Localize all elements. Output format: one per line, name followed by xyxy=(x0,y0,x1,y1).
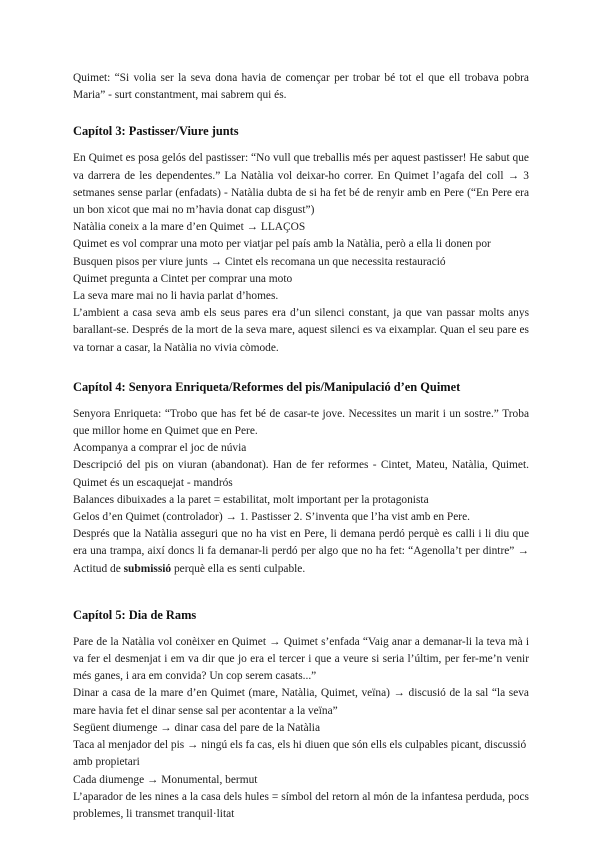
chapter-4-last-after: perquè ella es senti culpable. xyxy=(171,562,306,575)
chapter-3-line: Quimet es vol comprar una moto per viatjar pel país amb la Natàlia, però a ella li donen por xyxy=(73,238,491,251)
chapter-4-line: Senyora Enriqueta: “Trobo que has fet bé de casar-te jove. Necessites un marit i un sostre.” Troba que millor home en Quimet que en Pere. xyxy=(73,407,529,438)
chapter-5-line: Dinar a casa de la mare d’en Quimet (mare, Natàlia, Quimet, veïna) → discusió de la sal “la seva mare havia fet el dinar sense sal per acontentar a la veïna” xyxy=(73,687,529,717)
chapter-3-line: Natàlia coneix a la mare d’en Quimet → LLAÇOS xyxy=(73,221,306,234)
chapter-4-line: Descripció del pis on viuran (abandonat). Han de fer reformes - Cintet, Mateu, Natàlia, Quimet. Quimet és un escaquejat - mandrós xyxy=(73,459,529,489)
chapter-5-line: Cada diumenge → Monumental, bermut xyxy=(73,773,258,786)
chapter-5-line: Pare de la Natàlia vol conèixer en Quimet → Quimet s’enfada “Vaig anar a demanar-li la teva mà i va fer el desmenjat i em va dir que jo era el tercer i que a veure si seria l’últim, per fer-me’n venir més ganes, i ara em convida? Un cop serem casats...” xyxy=(73,635,529,683)
chapter-3-line: En Quimet es posa gelós del pastisser: “No vull que treballis més per aquest pastisser! He sabut que va darrera de les dependentes.” La Natàlia vol deixar-ho correr. En Quimet l’agafa del coll → 3 setmanes sense parlar (enfadats) - Natàlia dubta de si ha fet bé de renyir amb en Pere (“En Pere era un bon xicot que mai no m’havia donat cap disgust”) xyxy=(73,152,529,217)
intro-paragraph: Quimet: “Si volia ser la seva dona havia de començar per trobar bé tot el que ell trobava pobra Maria” - surt constantment, mai sabrem qui és. xyxy=(73,72,529,102)
chapter-5-line: Taca al menjador del pis → ningú els fa cas, els hi diuen que són ells els culpables picant, discussió amb propietari xyxy=(73,739,527,769)
chapter-3-line: Quimet pregunta a Cintet per comprar una moto xyxy=(73,272,293,285)
document-page xyxy=(73,70,529,823)
chapter-4-line: Acompanya a comprar el joc de núvia xyxy=(73,442,247,455)
chapter-5-line: L’aparador de les nines a la casa dels hules = símbol del retorn al món de la infantesa perduda, pocs problemes, li transmet tranquil·litat xyxy=(73,790,529,820)
chapter-5-line: Següent diumenge → dinar casa del pare de la Natàlia xyxy=(73,721,321,734)
chapter-4-line: Balances dibuixades a la paret = estabilitat, molt important per la protagonista xyxy=(73,493,429,506)
chapter-4-line: Gelos d’en Quimet (controlador) → 1. Pastisser 2. S’inventa que l’ha vist amb en Pere. xyxy=(73,511,470,524)
chapter-4-heading: Capítol 4: Senyora Enriqueta/Reformes del pis/Manipulació d’en Quimet xyxy=(73,379,461,394)
chapter-3-line: La seva mare mai no li havia parlat d’homes. xyxy=(73,290,279,303)
chapter-5-heading: Capítol 5: Dia de Rams xyxy=(73,607,197,622)
chapter-4-bold-term: submissió xyxy=(123,562,172,575)
chapter-3-heading: Capítol 3: Pastisser/Viure junts xyxy=(73,124,239,139)
chapter-3-line: L’ambient a casa seva amb els seus pares era d’un silenci constant, ja que van passar molts anys barallant-se. Després de la mort de la seva mare, aquest silenci es va eixamplar. Quan el seu pare es va tornar a casar, la Natàlia no vivia còmode. xyxy=(73,307,529,354)
chapter-4-last-before: Després que la Natàlia asseguri que no ha vist en Pere, li demana perdó perquè es calli i li diu que era una trampa, així doncs li fa demanar-li perdó per algo que no ha fet: “Agenolla’t per dintre” → Actitud de xyxy=(73,528,529,575)
chapter-3-line: Busquen pisos per viure junts → Cintet els recomana un que necessita restauració xyxy=(73,255,446,268)
chapter-4-last-line xyxy=(73,526,529,578)
